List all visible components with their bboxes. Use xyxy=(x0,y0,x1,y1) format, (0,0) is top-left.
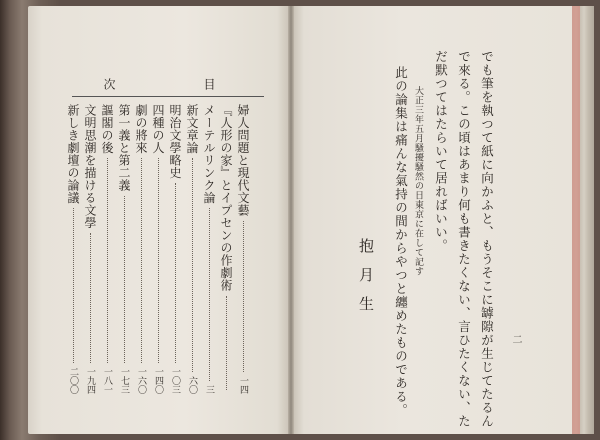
preface-line-2: で來る。この頃はあまり何も書きたくない、言ひたくない、た xyxy=(456,50,472,428)
toc-entry xyxy=(134,104,150,394)
toc-entry-title: 第一義と第二義 xyxy=(117,104,131,192)
toc-entry-page: 三 xyxy=(204,385,214,394)
toc-entry xyxy=(83,104,99,394)
toc-entry-title: メーテルリンク論 xyxy=(202,104,216,204)
toc-entry xyxy=(236,104,252,394)
toc-entry xyxy=(185,104,201,394)
toc-leader-dots xyxy=(192,158,193,372)
toc-entry-page: 一八一 xyxy=(102,367,112,394)
toc-entry-page: 一七三 xyxy=(119,367,129,394)
toc-entry xyxy=(100,104,116,394)
toc-leader-dots xyxy=(243,221,244,373)
toc-leader-dots xyxy=(124,196,125,364)
toc-entry xyxy=(219,104,235,394)
toc-entry xyxy=(151,104,167,394)
toc-leader-dots xyxy=(73,208,74,363)
toc-entry-title: 明治文學略史 xyxy=(168,104,182,179)
toc-heading-right: 目 xyxy=(202,78,216,90)
toc-entry-title: 四種の人 xyxy=(151,104,165,154)
toc-entry xyxy=(202,104,218,394)
toc-entry-page: 一四〇 xyxy=(153,367,163,394)
toc-entry-title: 劇の將來 xyxy=(134,104,148,154)
author-signature: 抱月生 xyxy=(357,238,375,325)
page-folio: 二 xyxy=(510,334,521,344)
toc-entry xyxy=(117,104,133,394)
toc-entry-title: 新文章論 xyxy=(185,104,199,154)
binding-tape xyxy=(572,6,580,434)
toc-entry xyxy=(66,104,82,394)
toc-entry-title: 婦人問題と現代文藝 xyxy=(236,104,250,217)
preface-line-1: でも筆を執つて紙に向かふと、もうそこに罅隙が生じてたるん xyxy=(479,50,495,428)
toc-rule xyxy=(72,96,264,97)
right-page xyxy=(292,6,572,434)
toc-leader-dots xyxy=(141,158,142,363)
toc-leader-dots xyxy=(226,296,227,391)
preface-line-3: だ默つてはたらいて居ればいい。 xyxy=(433,50,449,253)
toc-entry-title: 新しき劇壇の論議 xyxy=(66,104,80,204)
preface-line-4: 此の論集は痛んな氣持の間からやつと纏めたものである。 xyxy=(393,66,409,417)
toc-leader-dots xyxy=(209,208,210,381)
toc-leader-dots xyxy=(175,183,176,363)
book-gutter xyxy=(288,6,294,434)
toc-entry-title: 謳閣の後 xyxy=(100,104,114,154)
toc-entry-page: 一〇三 xyxy=(170,367,180,394)
toc-entry-page: 一四 xyxy=(238,376,248,394)
toc-entry xyxy=(168,104,184,394)
toc-heading-left: 次 xyxy=(102,78,116,90)
toc-entry-page: 二〇〇 xyxy=(68,367,78,394)
toc-entry-page: 一六〇 xyxy=(136,367,146,394)
toc-leader-dots xyxy=(107,158,108,363)
toc-entry-page: 六〇 xyxy=(187,376,197,394)
toc-leader-dots xyxy=(158,158,159,363)
toc-leader-dots xyxy=(90,233,91,363)
preface-date-note: 大正三年五月騷擾騷然の日東京に在して記す xyxy=(413,86,423,276)
toc-entry-title: 文明思潮を描ける文學 xyxy=(83,104,97,229)
toc-entry-page: 一九四 xyxy=(85,367,95,394)
toc-entry-title: 『人形の家』とイプセンの作劇術 xyxy=(219,104,233,292)
